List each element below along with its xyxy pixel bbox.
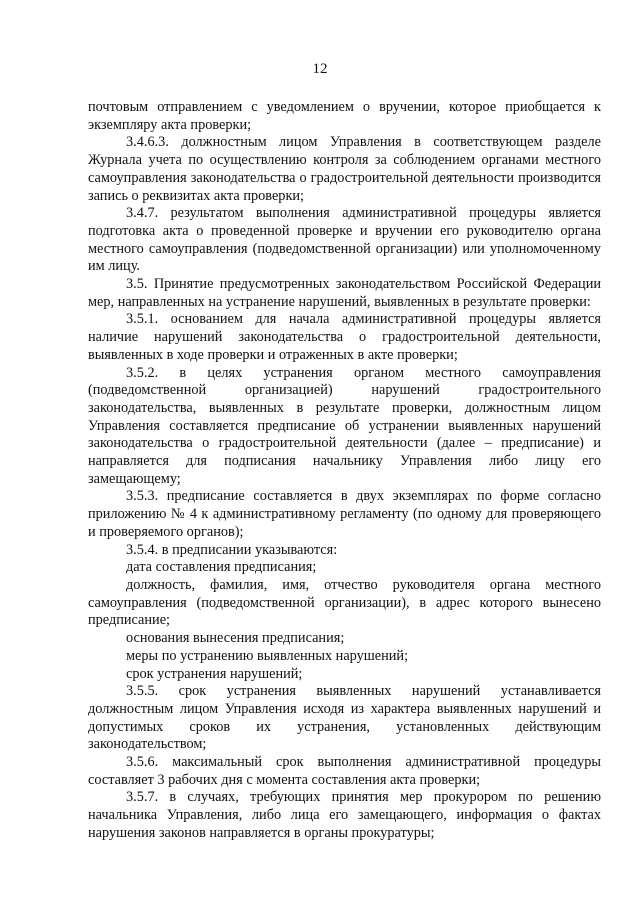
paragraph: дата составления предписания; [126, 559, 317, 576]
paragraph: основания вынесения предписания; [126, 630, 345, 647]
paragraph: 3.5.6. максимальный срок выполнения административной процедуры составляет 3 рабочих дня с момента составления акта проверки; [88, 754, 601, 788]
paragraph: 3.5.3. предписание составляется в двух экземплярах по форме согласно приложению № 4 к административному регламенту (по одному для проверяющего и проверяемого органов); [88, 488, 601, 540]
page-number: 12 [312, 61, 328, 77]
paragraph: 3.4.6.3. должностным лицом Управления в соответствующем разделе Журнала учета по осуществлению контроля за соблюдением органами местного самоуправления законодательства о градостроительной деятельности производится запись о реквизитах акта проверки; [88, 134, 601, 204]
paragraph: меры по устранению выявленных нарушений; [126, 647, 409, 664]
paragraph: 3.5.5. срок устранения выявленных нарушений устанавливается должностным лицом Управления исходя из характера выявленных нарушений и допустимых сроков их устранения, установленных действующим законодательством; [88, 683, 601, 753]
paragraph: 3.5.1. основанием для начала административной процедуры является наличие нарушений законодательства о градостроительной деятельности, выявленных в ходе проверки и отраженных в акте проверки; [88, 311, 601, 363]
paragraph: почтовым отправлением с уведомлением о вручении, которое приобщается к экземпляру акта проверки; [88, 99, 601, 133]
paragraph: 3.4.7. результатом выполнения административной процедуры является подготовка акта о проведенной проверке и вручении его руководителю органа местного самоуправления (подведомственной организации) или уполномоченному им лицу. [88, 205, 601, 275]
paragraph: 3.5. Принятие предусмотренных законодательством Российской Федерации мер, направленных на устранение нарушений, выявленных в результате проверки: [88, 276, 601, 310]
paragraph: должность, фамилия, имя, отчество руководителя органа местного самоуправления (подведомственной организации), в адрес которого вынесено предписание; [88, 576, 601, 629]
paragraph: 3.5.2. в целях устранения органом местного самоуправления (подведомственной организацией) нарушений градостроительного законодательства, выявленных в результате проверки, должностным лицом Управления составляется предписание об устранении выявленных нарушений законодательства о градостроительной деятельности (далее – предписание) и направляется для подписания начальнику Управления либо лицу его замещающему; [88, 364, 601, 487]
paragraph: 3.5.4. в предписании указываются: [126, 541, 338, 558]
paragraph: срок устранения нарушений; [126, 665, 303, 682]
paragraph: 3.5.7. в случаях, требующих принятия мер прокурором по решению начальника Управления, либо лица его замещающего, информация о фактах нарушения законов направляется в органы прокуратуры; [88, 789, 601, 841]
document-body [88, 99, 601, 843]
